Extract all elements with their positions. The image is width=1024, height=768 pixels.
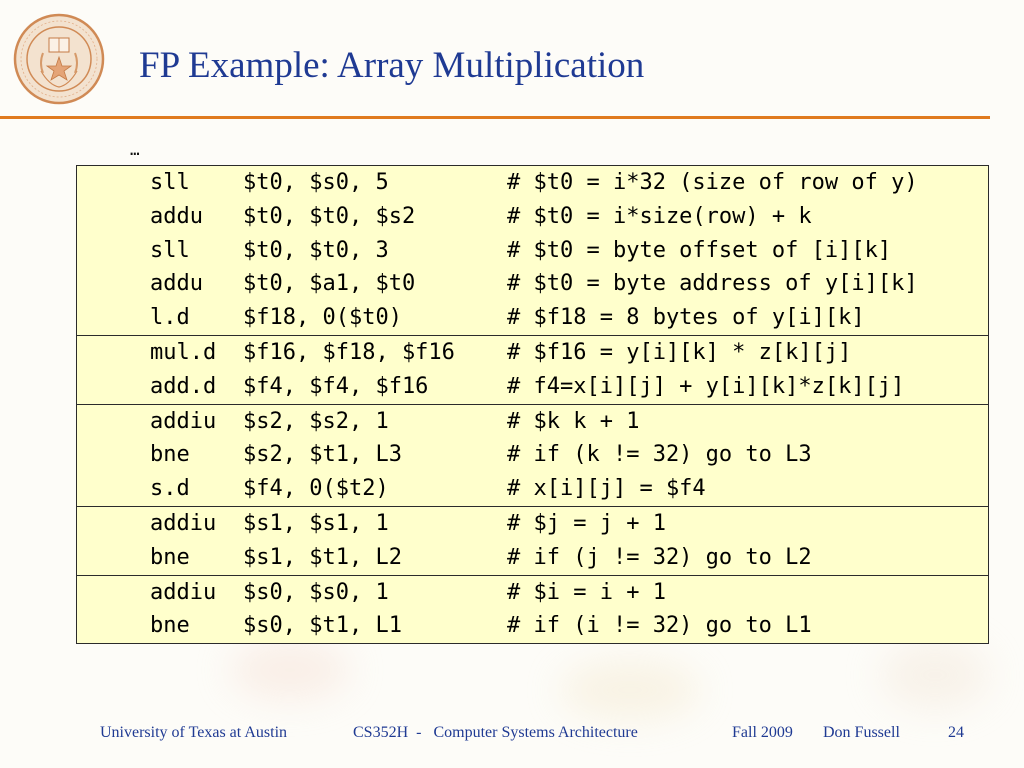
university-seal-logo (13, 13, 105, 105)
code-block (77, 404, 988, 506)
background-decoration (560, 660, 700, 720)
code-listing (76, 165, 989, 644)
instruction-opcode: bne (150, 442, 190, 468)
instruction-opcode: sll (150, 237, 190, 263)
footer-course: CS352H - Computer Systems Architecture (353, 724, 638, 741)
instruction-opcode: sll (150, 170, 190, 195)
background-decoration (880, 640, 990, 710)
instruction-opcode: addiu (150, 510, 217, 536)
instruction-comment: # $t0 = byte address of y[i][k] (507, 271, 918, 297)
code-block (77, 335, 988, 404)
code-line (77, 405, 988, 439)
instruction-operands: $t0, $t0, 3 (243, 237, 389, 263)
code-line (77, 336, 988, 370)
title-divider (0, 116, 990, 119)
instruction-opcode: s.d (150, 476, 190, 502)
code-line (77, 166, 988, 200)
instruction-opcode: bne (150, 613, 190, 639)
instruction-operands: $s1, $t1, L2 (243, 544, 402, 570)
instruction-comment: # if (j != 32) go to L2 (507, 544, 812, 570)
instruction-opcode: addu (150, 271, 203, 297)
code-ellipsis: … (130, 140, 140, 159)
instruction-operands: $f18, 0($t0) (243, 305, 402, 331)
instruction-comment: # $f16 = y[i][k] * z[k][j] (507, 339, 852, 365)
instruction-opcode: addiu (150, 408, 217, 434)
slide-footer (0, 724, 1024, 748)
instruction-operands: $s2, $t1, L3 (243, 442, 402, 468)
footer-term: Fall 2009 (732, 724, 793, 741)
instruction-opcode: l.d (150, 305, 190, 331)
instruction-operands: $t0, $t0, $s2 (243, 203, 416, 229)
background-decoration (230, 640, 350, 700)
instruction-operands: $s0, $t1, L1 (243, 613, 402, 639)
instruction-operands: $s1, $s1, 1 (243, 510, 389, 536)
code-line (77, 576, 988, 610)
instruction-comment: # $t0 = i*size(row) + k (507, 203, 812, 229)
code-line (77, 200, 988, 234)
slide-title: FP Example: Array Multiplication (139, 45, 645, 86)
footer-university: University of Texas at Austin (100, 724, 288, 741)
instruction-comment: # if (k != 32) go to L3 (507, 442, 812, 468)
footer-page-number: 24 (948, 724, 964, 741)
instruction-comment: # $t0 = i*32 (size of row of y) (507, 170, 918, 195)
instruction-opcode: addu (150, 203, 203, 229)
code-line (77, 267, 988, 301)
code-line (77, 472, 988, 506)
code-line (77, 438, 988, 472)
instruction-comment: # if (i != 32) go to L1 (507, 613, 812, 639)
instruction-opcode: add.d (150, 373, 217, 399)
instruction-operands: $s0, $s0, 1 (243, 579, 389, 605)
instruction-operands: $s2, $s2, 1 (243, 408, 389, 434)
instruction-comment: # $t0 = byte offset of [i][k] (507, 237, 892, 263)
instruction-comment: # $k k + 1 (507, 408, 640, 434)
code-line (77, 609, 988, 643)
instruction-comment: # x[i][j] = $f4 (507, 476, 706, 502)
instruction-operands: $t0, $a1, $t0 (243, 271, 416, 297)
code-line (77, 541, 988, 575)
code-block (77, 166, 988, 335)
code-block (77, 506, 988, 575)
instruction-opcode: mul.d (150, 339, 217, 365)
code-line (77, 370, 988, 404)
instruction-operands: $f4, $f4, $f16 (243, 373, 429, 399)
code-line (77, 507, 988, 541)
code-line (77, 234, 988, 268)
code-block (77, 575, 988, 644)
instruction-opcode: bne (150, 544, 190, 570)
instruction-comment: # $f18 = 8 bytes of y[i][k] (507, 305, 865, 331)
instruction-comment: # $i = i + 1 (507, 579, 666, 605)
code-line (77, 301, 988, 335)
instruction-operands: $t0, $s0, 5 (243, 170, 389, 195)
instruction-operands: $f16, $f18, $f16 (243, 339, 455, 365)
instruction-comment: # f4=x[i][j] + y[i][k]*z[k][j] (507, 373, 905, 399)
instruction-operands: $f4, 0($t2) (243, 476, 389, 502)
instruction-opcode: addiu (150, 579, 217, 605)
instruction-comment: # $j = j + 1 (507, 510, 666, 536)
footer-instructor: Don Fussell (823, 724, 900, 741)
